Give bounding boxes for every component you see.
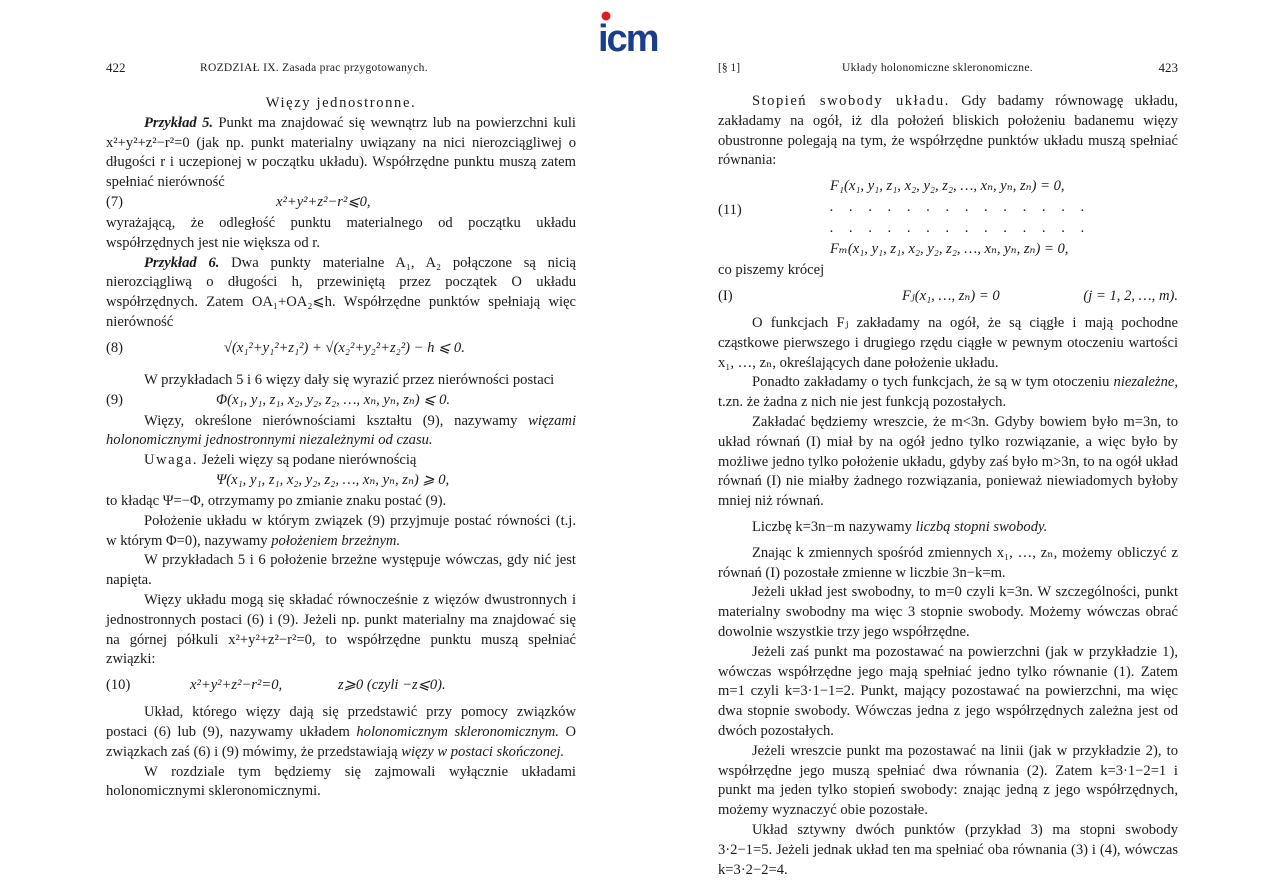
equation-10: (10) x²+y²+z²−r²=0, z⩾0 (czyli −z⩽0).	[106, 677, 446, 694]
degree-of-freedom: Stopień swobody układu. Gdy badamy równowagę układu, zakładamy na ogół, iż dla położeń bliskich położeniu badanemu więzy obustronne polegają na tym, że współrzędne punktów układu muszą spełniać równania:	[718, 93, 1179, 169]
logo-text: icm	[598, 18, 658, 56]
left-page	[106, 58, 576, 802]
paragraph-definition: Więzy, określone nierównościami kształtu (9), nazywamy więzami holonomicznymi jednostronnymi niezależnymi od czasu.	[106, 412, 576, 449]
equation-psi: Ψ(x₁, y₁, z₁, x₂, y₂, z₂, …, xₙ, yₙ, zₙ) ⩾ 0,	[216, 471, 450, 488]
example-5: Przykład 5. Punkt ma znajdować się wewnątrz lub na powierzchni kuli x²+y²+z²−r²=0 (jak np. punkt materialny uwiązany na nici nierozciągliwej o długości r i uczepionej w początku układu). Współrzędne punktu muszą zatem spełniać nierówność	[106, 114, 576, 191]
right-page-number: 423	[1158, 60, 1178, 75]
right-running-head	[718, 58, 1178, 80]
right-section-title: Układy holonomiczne skleronomiczne.	[842, 62, 1033, 74]
paragraph-chapter-scope: W rozdziale tym będziemy się zajmowali wyłącznie układami holonomicznymi skleronomicznymi.	[106, 763, 576, 800]
equation-I: (I) Fⱼ(x₁, …, zₙ) = 0 (j = 1, 2, …, m).	[718, 287, 1178, 304]
left-running-head	[106, 58, 576, 80]
right-page	[718, 58, 1178, 880]
equation-11-line-1: F₁(x₁, y₁, z₁, x₂, y₂, z₂, …, xₙ, yₙ, zₙ) = 0,	[830, 178, 1065, 195]
paragraph-shorter: co piszemy krócej	[718, 262, 825, 279]
section-title: Więzy jednostronne.	[265, 95, 417, 111]
paragraph-inequalities: W przykładach 5 i 6 więzy dały się wyrazić przez nierówności postaci	[144, 371, 555, 388]
paragraph-functions: O funkcjach Fⱼ zakładamy na ogół, że są ciągłe i mają pochodne cząstkowe pierwszego i drugiego rzędu ciągłe w pewnym otoczeniu wartości x₁, …, zₙ, określających dane położenie układu.	[718, 314, 1178, 371]
equation-8: (8) √(x₁²+y₁²+z₁²) + √(x₂²+y₂²+z₂²) − h ⩽ 0.	[106, 339, 465, 356]
left-chapter-title: ROZDZIAŁ IX. Zasada prac przygotowanych.	[200, 62, 428, 74]
example-6: Przykład 6. Dwa punkty materialne A₁, A₂ połączone są nicią nierozciągliwą o długości h, przewiniętą przez początek O układu współrzędnych. Zatem OA₁+OA₂⩽h. Współrzędne punktów spełniają więc nierówność	[106, 254, 576, 330]
remark: Uwaga. Jeżeli więzy są podane nierównością	[144, 452, 417, 469]
left-page-number: 422	[106, 60, 126, 75]
paragraph-holonomic: Układ, którego więzy dają się przedstawić przy pomocy związków postaci (6) lub (9), nazywamy układem holonomicznym skleronomicznym. O związkach zaś (6) i (9) mówimy, że przedstawiają więzy w postaci skończonej.	[106, 704, 576, 760]
paragraph-boundary: Położenie układu w którym związek (9) przyjmuje postać równości (t.j. w którym Φ=0), nazywamy położeniem brzeżnym.	[106, 512, 576, 549]
paragraph-line: Jeżeli wreszcie punkt ma pozostawać na linii (jak w przykładzie 2), to współrzędne jego muszą spełniać dwa równania (2). Zatem k=3·1−2=1 i punkt ma jeden tylko stopień swobody: znając jedną z jego współrzędnych, możemy wyznaczyć obie pozostałe.	[718, 742, 1178, 819]
paragraph-distance: wyrażającą, że odległość punktu materialnego od początku układu współrzędnych jest nie większa od r.	[106, 214, 576, 251]
paragraph-taut: W przykładach 5 i 6 położenie brzeżne występuje wówczas, gdy nić jest napięta.	[106, 552, 576, 589]
paragraph-m-less-3n: Zakładać będziemy wreszcie, że m<3n. Gdyby bowiem było m=3n, to układ równań (I) miał by na ogół jedno tylko rozwiązanie, a więc było by możliwe jedno tylko położenie układu, gdyby zaś było m>3n, to na ogół układ równań (I) nie miałby żadnego rozwiązania, ponieważ niewiadomych byłoby mniej niż równań.	[718, 413, 1178, 510]
paragraph-rigid-system: Układ sztywny dwóch punktów (przykład 3) ma stopni swobody 3·2−1=5. Jeżeli jednak układ ten ma spełniać oba równania (3) i (4), wówczas k=3·2−2=4.	[718, 821, 1178, 878]
paragraph-sign-change: to kładąc Ψ=−Φ, otrzymamy po zmianie znaku postać (9).	[106, 492, 447, 509]
equation-11-dots-2: . . . . . . . . . . . . . .	[830, 220, 1091, 237]
section-mark: [§ 1]	[718, 62, 741, 74]
equation-11-line-m: Fₘ(x₁, y₁, z₁, x₂, y₂, z₂, …, xₙ, yₙ, zₙ) = 0,	[830, 241, 1069, 258]
paragraph-known-variables: Znając k zmiennych spośród zmiennych x₁, …, zₙ, możemy obliczyć z równań (I) pozostałe zmienne w liczbie 3n−k=m.	[718, 544, 1178, 581]
paragraph-free-system: Jeżeli układ jest swobodny, to m=0 czyli k=3n. W szczególności, punkt materialny swobodny ma więc 3 stopnie swobody. Możemy wówczas obrać dowolnie wszystkie trzy jego współrzędne.	[718, 584, 1178, 640]
paragraph-degrees-definition: Liczbę k=3n−m nazywamy liczbą stopni swobody.	[752, 518, 1048, 535]
equation-11-dots-1: (11) . . . . . . . . . . . . . .	[718, 199, 1091, 219]
equation-9: (9) Φ(x₁, y₁, z₁, x₂, y₂, z₂, …, xₙ, yₙ, zₙ) ⩽ 0.	[106, 391, 451, 408]
paragraph-surface: Jeżeli zaś punkt ma pozostawać na powierzchni (jak w przykładzie 1), wówczas współrzędne jego mają spełniać jedno tylko równanie (1). Zatem m=1 czyli k=3·1−1=2. Punkt, mający pozostawać na powierzchni, ma więc dwa stopnie swobody. Wówczas jedna z jego współrzędnych zależna jest od dwóch pozostałych.	[718, 643, 1178, 739]
equation-7: (7) x²+y²+z²−r²⩽0,	[106, 193, 371, 210]
paragraph-mixed-constraints: Więzy układu mogą się składać równocześnie z więzów dwustronnych i jednostronnych postaci (6) i (9). Jeżeli np. punkt materialny ma znajdować się na górnej półkuli x²+y²+z²−r²=0, to współrzędne punktu muszą spełniać związki:	[106, 591, 576, 668]
paragraph-independent: Ponadto zakładamy o tych funkcjach, że są w tym otoczeniu niezależne, t.zn. że żadna z nich nie jest funkcją pozostałych.	[718, 374, 1178, 411]
icm-logo	[598, 10, 678, 56]
